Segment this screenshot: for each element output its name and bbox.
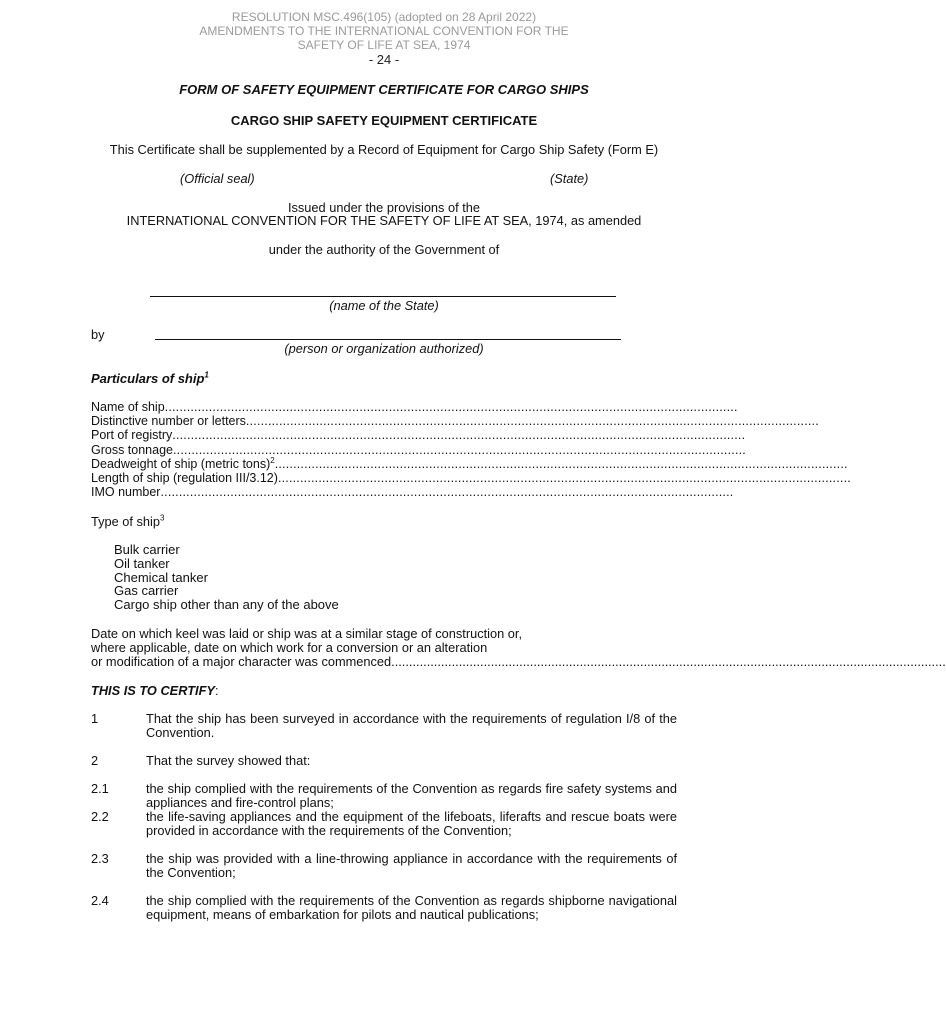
ship-type-option: Bulk carrier — [114, 542, 180, 557]
header-line-2: AMENDMENTS TO THE INTERNATIONAL CONVENTION FOR THE — [199, 24, 569, 38]
particulars-row — [91, 485, 734, 500]
particulars-label: IMO number — [91, 485, 161, 500]
keel-date-block — [91, 626, 946, 670]
name-of-state-caption: (name of the State) — [329, 298, 439, 313]
ship-type-option: Cargo ship other than any of the above — [114, 597, 339, 613]
dotted-leader: ............................................................................................................................................................ — [172, 428, 746, 443]
keel-date-line-3 — [91, 654, 946, 670]
dotted-leader: ............................................................................................................................................................ — [277, 471, 851, 486]
particulars-label: Length of ship (regulation III/3.12) — [91, 471, 278, 486]
dotted-leader: ............................................................................................................................................................ — [245, 414, 819, 429]
ship-type-option: Oil tanker — [114, 555, 170, 571]
dotted-leader: ............................................................................................................................................................ — [160, 485, 734, 500]
ship-type-list — [114, 543, 339, 612]
particulars-heading-text: Particulars of ship — [91, 371, 205, 386]
certify-heading-text: THIS IS TO CERTIFY — [91, 683, 215, 698]
particulars-row — [91, 400, 738, 414]
ship-type-option: Chemical tanker — [114, 569, 208, 585]
issued-line-1: Issued under the provisions of the — [287, 200, 481, 215]
name-of-state-line — [150, 296, 616, 297]
particulars-row — [91, 414, 819, 429]
particulars-label: Name of ship — [91, 400, 165, 414]
dotted-leader: ............................................................................................................................................................ — [164, 400, 738, 414]
by-label: by — [91, 327, 105, 342]
particulars-label: Port of registry — [91, 428, 173, 443]
header-line-3: SAFETY OF LIFE AT SEA, 1974 — [297, 38, 471, 52]
dotted-leader: ............................................................................................................................................................ — [173, 442, 746, 457]
type-of-ship-footnote-ref: 3 — [160, 513, 165, 523]
particulars-heading — [91, 371, 209, 386]
keel-date-line-3-text: or modification of a major character was commenced — [91, 654, 392, 670]
keel-date-line-2: where applicable, date on which work for a conversion or an alteration — [91, 640, 488, 656]
dotted-leader: ............................................................................................................................................................ — [391, 654, 946, 670]
item-number: 2 — [91, 753, 99, 768]
page-number: - 24 - — [368, 52, 400, 67]
authority-line: under the authority of the Government of — [268, 242, 500, 257]
item-number: 2.3 — [91, 851, 109, 866]
item-number: 2.1 — [91, 781, 109, 796]
certificate-title: CARGO SHIP SAFETY EQUIPMENT CERTIFICATE — [230, 113, 538, 128]
supplement-note: This Certificate shall be supplemented by a Record of Equipment for Cargo Ship Safety (Form E) — [109, 142, 659, 157]
particulars-row — [91, 455, 848, 471]
deadweight-footnote-ref: 2 — [270, 455, 275, 465]
item-text: the ship was provided with a line-throwing appliance in accordance with the requirements of the Convention; — [146, 851, 677, 881]
particulars-row — [91, 442, 746, 457]
resolution-header — [0, 10, 768, 68]
item-text: the life-saving appliances and the equipment of the lifeboats, liferafts and rescue boats were provided in accordance with the requirements of the Convention; — [146, 809, 677, 839]
issued-line-2: INTERNATIONAL CONVENTION FOR THE SAFETY OF LIFE AT SEA, 1974, as amended — [126, 213, 642, 228]
official-seal-label: (Official seal) — [180, 171, 255, 186]
header-line-1: RESOLUTION MSC.496(105) (adopted on 28 April 2022) — [231, 10, 537, 24]
form-title: FORM OF SAFETY EQUIPMENT CERTIFICATE FOR CARGO SHIPS — [179, 82, 589, 97]
item-number: 2.2 — [91, 809, 109, 824]
certify-colon: : — [214, 683, 219, 698]
person-caption: (person or organization authorized) — [284, 341, 484, 356]
authorized-person-line — [155, 339, 621, 340]
type-of-ship-heading — [91, 514, 164, 529]
item-text: the ship complied with the requirements of the Convention as regards shipborne navigational equipment, means of embarkation for pilots and nautical publications; — [146, 893, 677, 923]
particulars-label: Distinctive number or letters — [91, 414, 246, 429]
particulars-row — [91, 428, 746, 443]
certify-heading — [91, 683, 219, 698]
particulars-list — [91, 400, 851, 500]
keel-date-line-1: Date on which keel was laid or ship was at a similar stage of construction or, — [91, 626, 523, 641]
item-text: That the survey showed that: — [146, 753, 311, 768]
item-text: the ship complied with the requirements of the Convention as regards fire safety systems and appliances and fire-control plans; — [146, 781, 677, 811]
state-label: (State) — [550, 171, 589, 186]
type-of-ship-heading-text: Type of ship — [91, 514, 161, 529]
item-number: 1 — [91, 711, 99, 726]
ship-type-option: Gas carrier — [114, 583, 179, 599]
particulars-label — [91, 457, 275, 471]
deadweight-label-text: Deadweight of ship (metric tons) — [91, 456, 271, 471]
item-number: 2.4 — [91, 893, 109, 908]
particulars-label: Gross tonnage — [91, 442, 173, 457]
dotted-leader: ............................................................................................................................................................ — [274, 456, 848, 471]
particulars-footnote-ref: 1 — [204, 370, 209, 380]
item-text: That the ship has been surveyed in accordance with the requirements of regulation I/8 of the Convention. — [146, 711, 677, 741]
particulars-row — [91, 471, 851, 486]
